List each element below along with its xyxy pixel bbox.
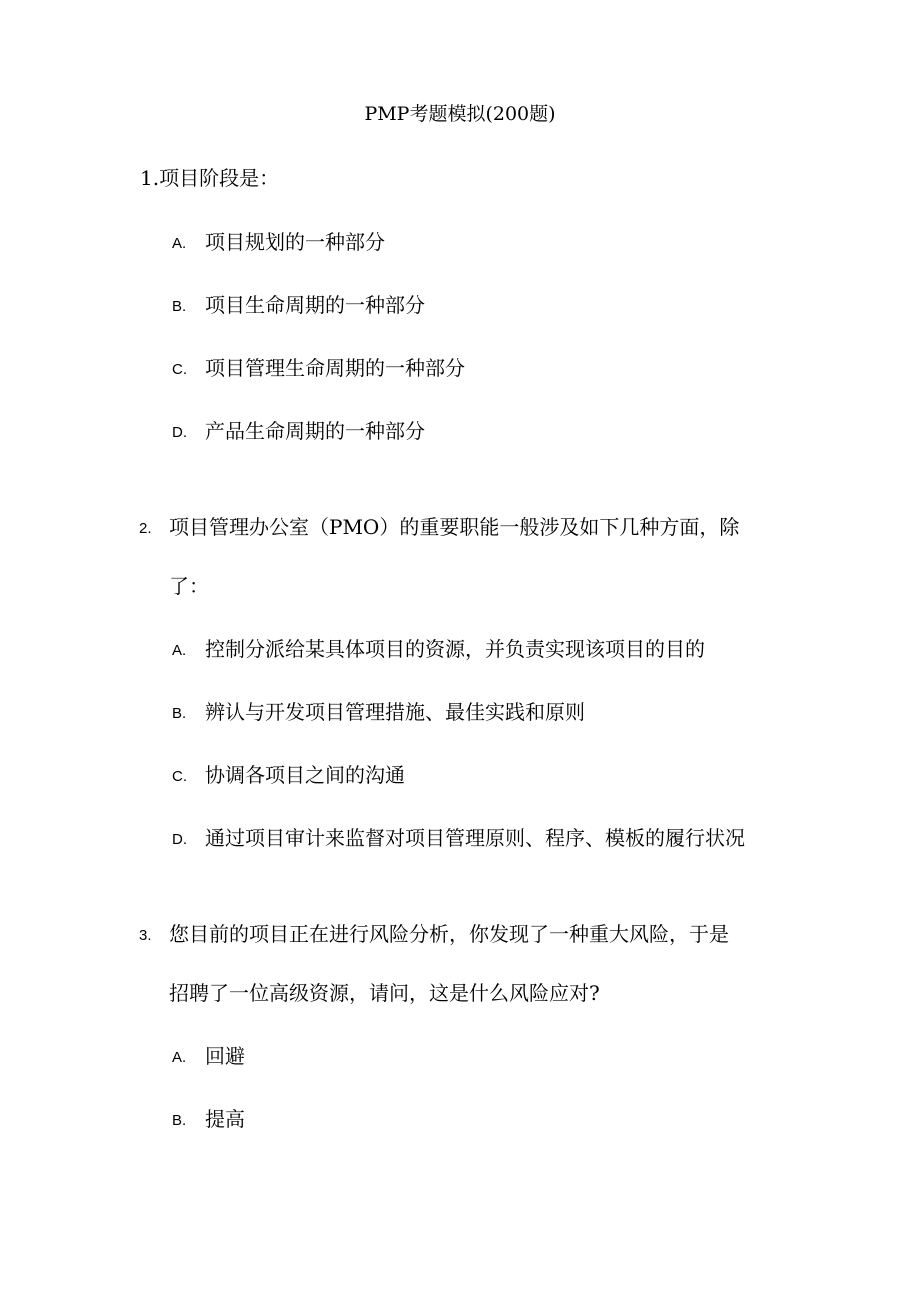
question-2-option-a — [172, 635, 705, 665]
question-2-option-c — [172, 761, 405, 791]
option-text: 辨认与开发项目管理措施、最佳实践和原则 — [205, 700, 585, 724]
question-2-stem-line-2: 了： — [169, 574, 209, 598]
option-letter: C. — [172, 361, 187, 378]
option-text: 通过项目审计来监督对项目管理原则、程序、模板的履行状况 — [205, 826, 745, 850]
option-text: 回避 — [205, 1044, 245, 1068]
option-letter: D. — [172, 831, 187, 848]
question-2-option-d — [172, 824, 745, 854]
option-text: 项目生命周期的一种部分 — [205, 293, 425, 317]
question-3-stem — [139, 920, 729, 950]
question-2-stem-line-1: 项目管理办公室（PMO）的重要职能一般涉及如下几种方面，除 — [169, 515, 740, 539]
option-text: 项目管理生命周期的一种部分 — [205, 356, 465, 380]
option-letter: B. — [172, 298, 187, 315]
question-1-stem: 1.项目阶段是： — [140, 166, 280, 190]
question-2-option-b — [172, 698, 585, 728]
question-1-option-b — [172, 291, 425, 321]
question-1-option-c — [172, 354, 465, 384]
option-letter: B. — [172, 1112, 187, 1129]
option-text: 提高 — [205, 1107, 245, 1131]
option-text: 协调各项目之间的沟通 — [205, 763, 405, 787]
question-1-option-d — [172, 417, 425, 447]
option-text: 项目规划的一种部分 — [205, 230, 385, 254]
question-3-stem-line-1: 您目前的项目正在进行风险分析，你发现了一种重大风险，于是 — [169, 922, 729, 946]
question-3-option-b — [172, 1105, 245, 1135]
option-letter: A. — [172, 642, 187, 659]
option-letter: A. — [172, 1049, 187, 1066]
option-letter: B. — [172, 705, 187, 722]
option-text: 控制分派给某具体项目的资源，并负责实现该项目的目的 — [205, 637, 705, 661]
document-title: PMP考题模拟(200题) — [364, 103, 556, 125]
option-text: 产品生命周期的一种部分 — [205, 419, 425, 443]
question-2-stem — [139, 513, 739, 543]
question-number: 3. — [139, 927, 152, 944]
question-1-option-a — [172, 228, 385, 258]
question-number: 2. — [139, 520, 152, 537]
option-letter: A. — [172, 235, 187, 252]
question-3-option-a — [172, 1042, 245, 1072]
option-letter: D. — [172, 424, 187, 441]
option-letter: C. — [172, 768, 187, 785]
question-3-stem-line-2: 招聘了一位高级资源，请问，这是什么风险应对? — [169, 981, 600, 1005]
